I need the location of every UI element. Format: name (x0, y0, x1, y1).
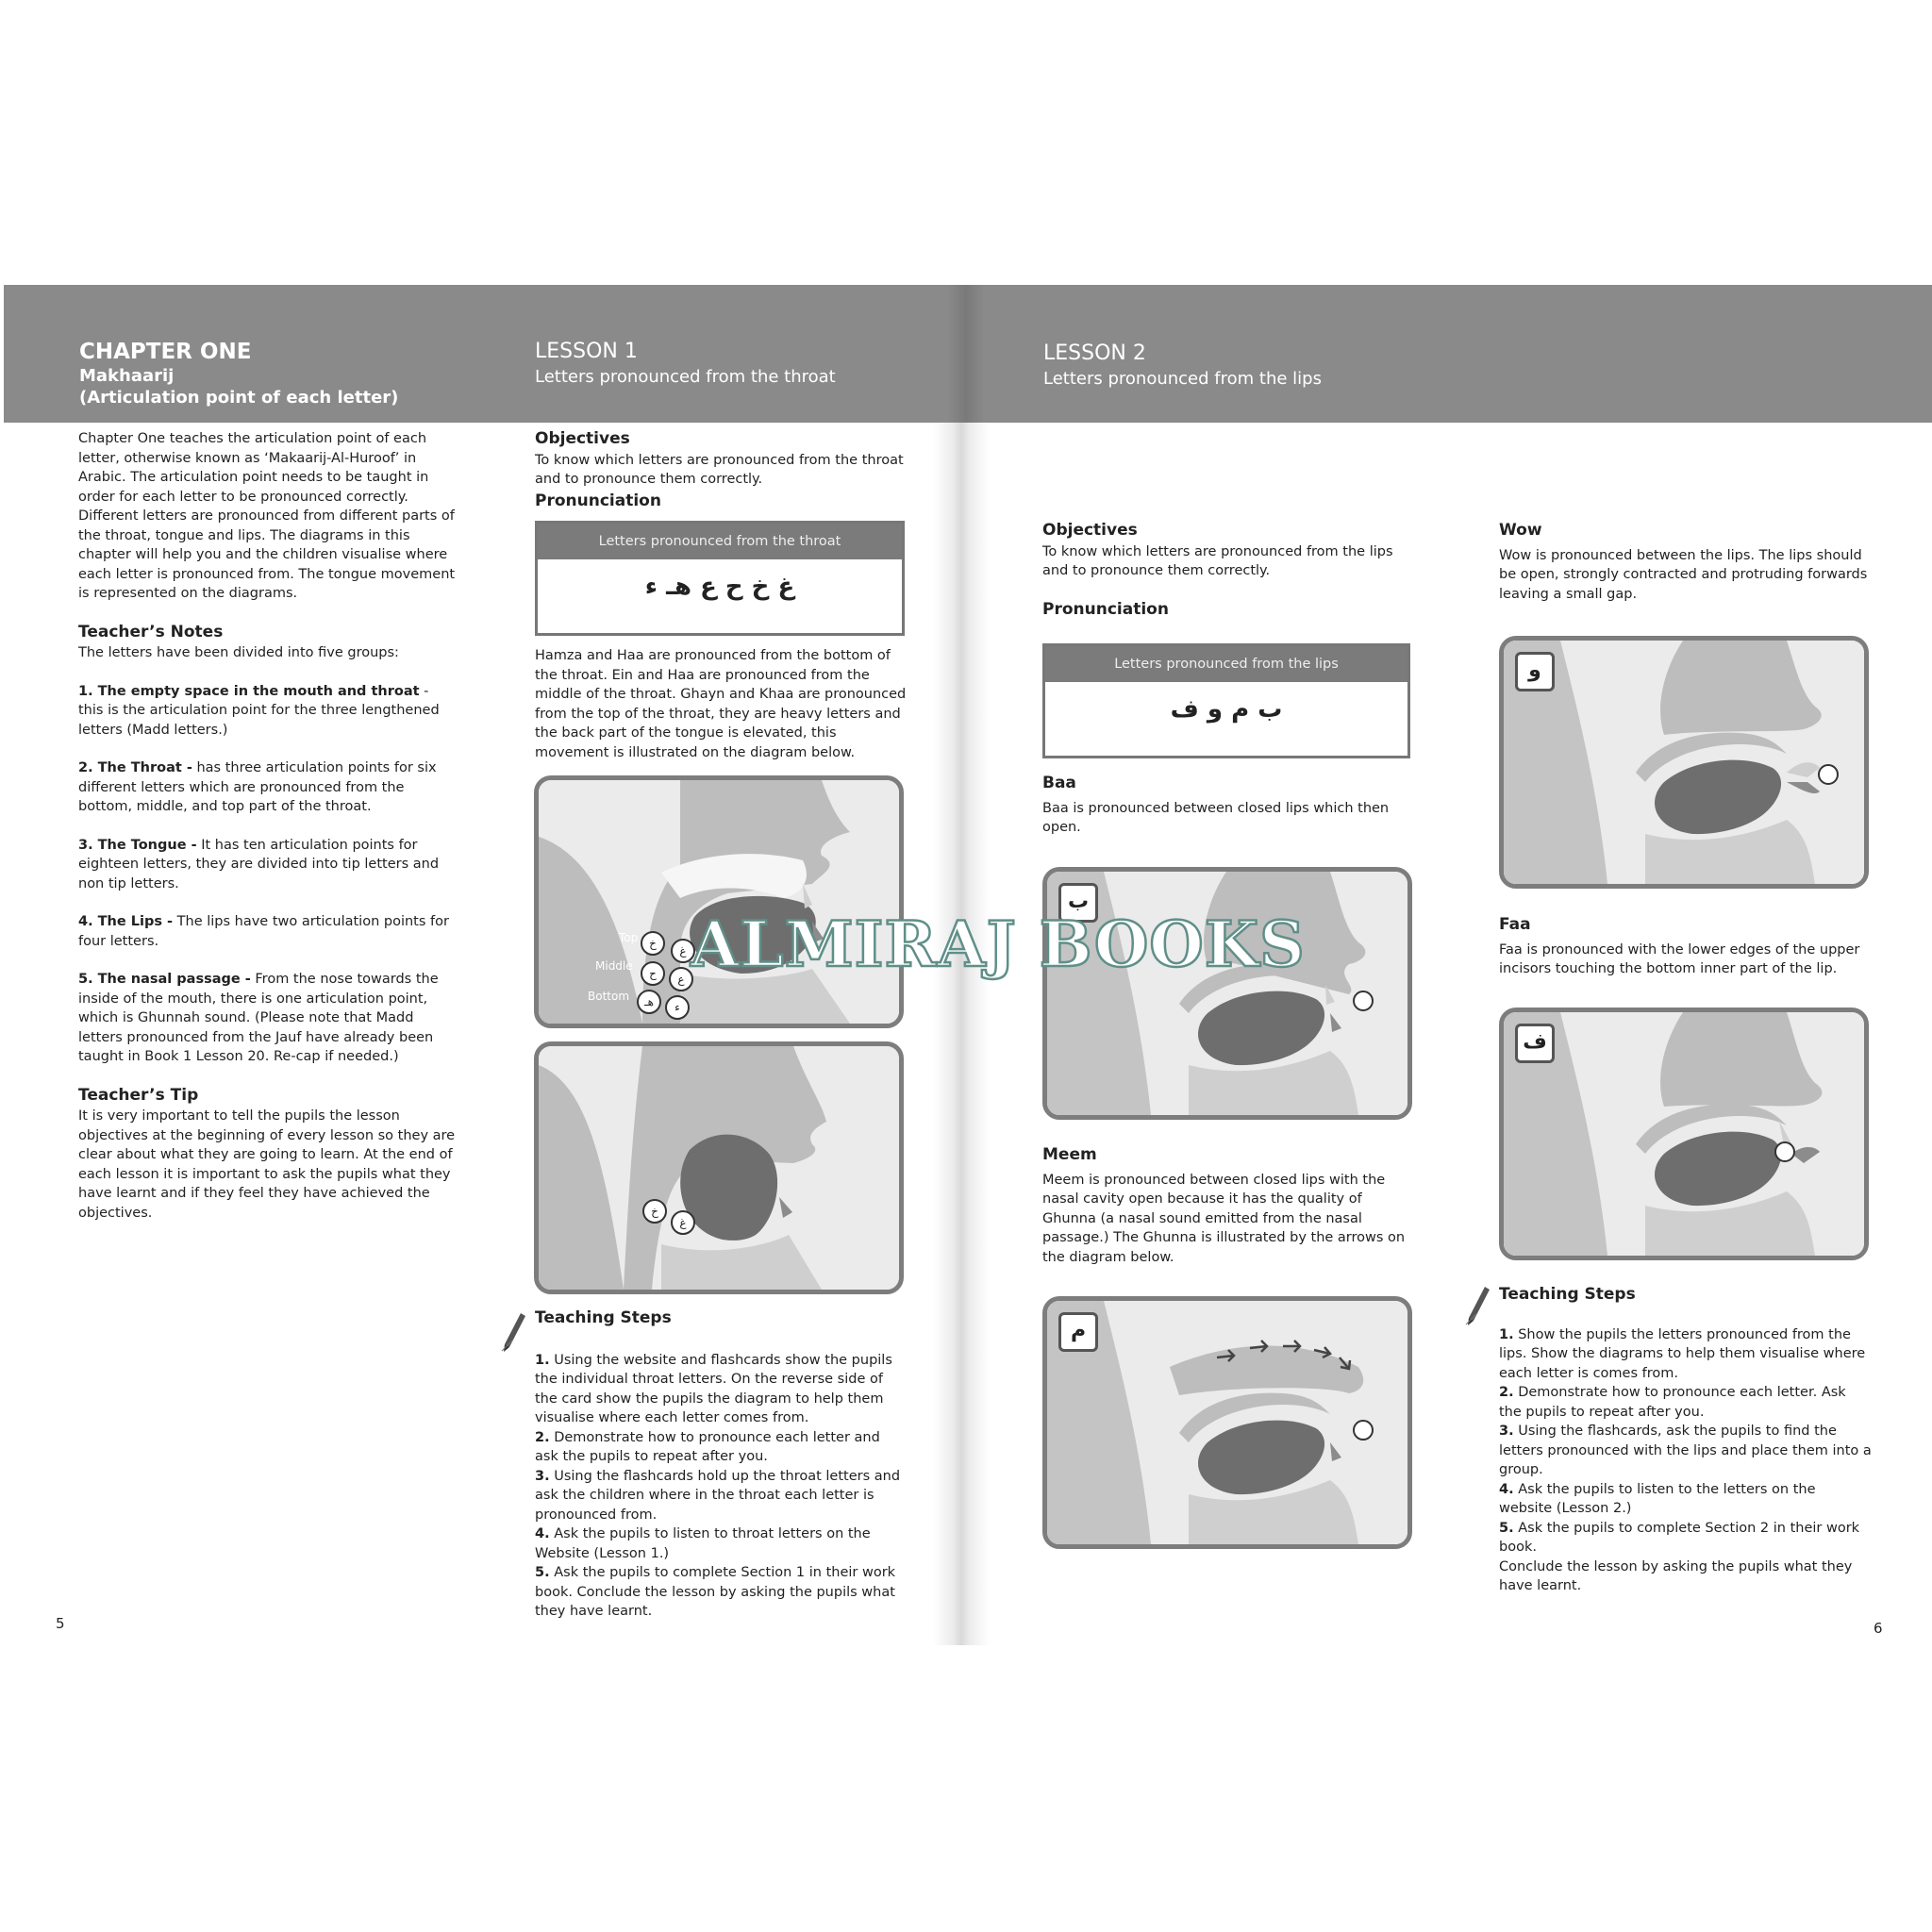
group-text: - this is the articulation point for the three lengthened letters (Madd letters.) (78, 683, 440, 738)
meem-section (1042, 1145, 1410, 1267)
lesson1-title: LESSON 1 (535, 340, 638, 363)
chapter-subtitle: Makhaarij (79, 366, 175, 386)
letter-haa-bottom-circle: هـ (637, 990, 661, 1014)
step-text: Using the flashcards, ask the pupils to find the letters pronounced with the lips and place them into a group. (1499, 1424, 1872, 1477)
lesson2-subtitle: Letters pronounced from the lips (1043, 369, 1322, 389)
chapter-title: CHAPTER ONE (79, 340, 252, 364)
throat-letters-caption: Letters pronounced from the throat (538, 524, 902, 559)
faa-title: Faa (1499, 915, 1531, 934)
group-lead: 3. The Tongue - (78, 837, 197, 853)
group-text: It has ten articulation points for eighteen letters, they are divided into tip letters and non tip letters. (78, 837, 440, 891)
group-text: From the nose towards the inside of the mouth, there is one articulation point, which is Ghunnah sound. (Please note that Madd letters pronounced from the Jauf have already been taught in Book 1 Lesson 20. Re-cap if needed.) (78, 972, 439, 1064)
lesson1-description-wrap (535, 646, 908, 762)
step-item (535, 1351, 908, 1428)
step-item (1499, 1480, 1872, 1519)
faa-diagram (1499, 1008, 1869, 1260)
gutter-shadow-top (947, 285, 985, 423)
step-number: 5. (535, 1565, 550, 1580)
step-item (535, 1467, 908, 1525)
chapter-header (79, 340, 398, 408)
lesson2-steps-title: Teaching Steps (1499, 1285, 1636, 1304)
throat-letters-box (535, 521, 905, 636)
group-lead: 1. The empty space in the mouth and throat (78, 683, 420, 699)
group-lead: 2. The Throat - (78, 760, 192, 775)
step-item (535, 1428, 908, 1467)
faa-diagram-art (1504, 1012, 1864, 1256)
wow-title: Wow (1499, 521, 1542, 540)
meem-diagram (1042, 1296, 1412, 1549)
group-lead: 4. The Lips - (78, 914, 174, 929)
step-number: 4. (535, 1526, 550, 1541)
group-item (78, 682, 456, 741)
step-number: 2. (535, 1429, 550, 1445)
meem-title: Meem (1042, 1145, 1097, 1164)
step-text: Ask the pupils to complete Section 2 in their work book. (1499, 1520, 1860, 1555)
lesson1-steps-title: Teaching Steps (535, 1308, 672, 1327)
group-item (78, 758, 456, 817)
letter-ghayn-circle-2: غ (671, 1210, 695, 1235)
lesson1-steps-list (535, 1351, 908, 1622)
step-item (1499, 1519, 1872, 1557)
lesson2-title: LESSON 2 (1043, 341, 1146, 365)
letter-hamza-circle: ء (665, 995, 690, 1020)
page-number-right: 6 (1874, 1620, 1883, 1637)
meem-text: Meem is pronounced between closed lips with the nasal cavity open because it has the quality of Ghunna (a nasal sound emitted from the nasal passage.) The Ghunna is illustrated by the arrows on the diagram below. (1042, 1172, 1406, 1265)
watermark: ALMIRAJ BOOKS (691, 908, 1306, 981)
step-text: Ask the pupils to listen to the letters on the website (Lesson 2.) (1499, 1481, 1816, 1516)
step-number: 1. (1499, 1326, 1514, 1342)
lesson1-pronunciation-title: Pronunciation (535, 491, 661, 510)
baa-title: Baa (1042, 774, 1076, 792)
step-item (535, 1524, 908, 1563)
lesson2-steps-list (1499, 1325, 1872, 1557)
step-number: 1. (535, 1352, 550, 1368)
lesson1-description: Hamza and Haa are pronounced from the bottom of the throat. Ein and Haa are pronounced from the middle of the throat. Ghayn and Khaa are pronounced from the top of the throat, they are heavy letters and the back part of the tongue is elevated, this movement is illustrated on the diagram below. (535, 648, 907, 760)
lesson2-steps (1499, 1285, 1872, 1596)
chapter-intro: Chapter One teaches the articulation point of each letter, otherwise known as ‘Makaarij-Al-Huroof’ in Arabic. The articulation point needs to be taught in order for each letter to be pronounced correctly. Different letters are pronounced from different parts of the throat, tongue and lips. The diagrams in this chapter will help you and the children visualise where each letter is pronounced from. The tongue movement is represented on the diagrams. (78, 431, 456, 601)
faa-section (1499, 915, 1872, 979)
step-item (1499, 1325, 1872, 1384)
lesson1-column (535, 429, 908, 512)
lips-letters-box (1042, 643, 1410, 758)
label-bottom: Bottom (588, 990, 630, 1003)
letter-khaa-circle-2: خ (642, 1199, 667, 1224)
chapter-subtitle-2: (Articulation point of each letter) (79, 388, 399, 408)
lesson2-header (1043, 341, 1322, 389)
lesson1-objectives-title: Objectives (535, 429, 630, 448)
wow-diagram (1499, 636, 1869, 889)
step-text: Using the website and flashcards show the pupils the individual throat letters. On the reverse side of the card show the pupils the diagram to help them visualise where each letter comes from. (535, 1352, 892, 1425)
baa-letter-tag: ب (1058, 883, 1098, 923)
throat-letters: غ خ ح ع هـ ء (644, 573, 795, 601)
lesson1-subtitle: Letters pronounced from the throat (535, 367, 836, 387)
baa-section (1042, 774, 1410, 838)
label-middle: Middle (595, 959, 633, 973)
step-text: Demonstrate how to pronounce each letter. Ask the pupils to repeat after you. (1499, 1385, 1846, 1420)
lesson2-conclusion: Conclude the lesson by asking the pupils what they have learnt. (1499, 1558, 1853, 1593)
step-item (535, 1563, 908, 1622)
group-item (78, 912, 456, 951)
step-number: 5. (1499, 1520, 1514, 1536)
lips-letters-caption: Letters pronounced from the lips (1045, 646, 1407, 682)
chapter-column (78, 429, 456, 1241)
lesson1-steps (535, 1308, 908, 1622)
step-text: Show the pupils the letters pronounced from the lips. Show the diagrams to help them visualise where each letter is comes from. (1499, 1326, 1866, 1381)
wow-text: Wow is pronounced between the lips. The lips should be open, strongly contracted and protruding forwards leaving a small gap. (1499, 547, 1868, 602)
step-number: 4. (1499, 1481, 1514, 1497)
letter-haa-circle: ح (641, 961, 665, 986)
gutter-shadow (933, 423, 990, 1645)
pencil-icon (1464, 1285, 1492, 1326)
meem-diagram-art (1047, 1301, 1407, 1544)
wow-section (1499, 521, 1872, 604)
step-item (1499, 1422, 1872, 1480)
step-number: 2. (1499, 1385, 1514, 1400)
groups-list (78, 682, 456, 1067)
faa-letter-tag: ف (1515, 1024, 1555, 1063)
step-number: 3. (1499, 1424, 1514, 1439)
label-top: Top (619, 931, 639, 944)
group-item (78, 970, 456, 1067)
letter-ghayn-circle: غ (671, 939, 695, 963)
throat-diagram-1-art (539, 780, 899, 1024)
step-text: Ask the pupils to complete Section 1 in their work book. Conclude the lesson by asking the pupils what they have learnt. (535, 1565, 896, 1619)
throat-diagram-2 (534, 1041, 904, 1294)
step-text: Using the flashcards hold up the throat letters and ask the children where in the throat each letter is pronounced from. (535, 1468, 901, 1523)
throat-diagram-2-art (539, 1046, 899, 1290)
lesson1-objectives-text: To know which letters are pronounced from the throat and to pronounce them correctly. (535, 452, 904, 487)
step-number: 3. (535, 1468, 550, 1484)
letter-ein-circle: ع (669, 967, 693, 991)
pencil-icon (500, 1311, 528, 1353)
letter-khaa-circle: خ (641, 931, 665, 956)
group-item (78, 836, 456, 894)
teachers-notes-intro: The letters have been divided into five groups: (78, 645, 399, 660)
teachers-tip-title: Teacher’s Tip (78, 1085, 199, 1105)
lesson1-header (535, 340, 836, 387)
wow-letter-tag: و (1515, 652, 1555, 691)
page-number-left: 5 (56, 1615, 65, 1632)
baa-text: Baa is pronounced between closed lips which then open. (1042, 800, 1390, 835)
baa-diagram (1042, 867, 1412, 1120)
lesson2-pronunciation-title: Pronunciation (1042, 599, 1169, 619)
meem-letter-tag: م (1058, 1312, 1098, 1352)
lesson2-objectives-title: Objectives (1042, 521, 1138, 540)
group-lead: 5. The nasal passage - (78, 972, 251, 987)
group-text: has three articulation points for six different letters which are pronounced from the bottom, middle, and top part of the throat. (78, 760, 437, 814)
lesson2-objectives-text: To know which letters are pronounced from the lips and to pronounce them correctly. (1042, 543, 1393, 578)
step-text: Ask the pupils to listen to throat letters on the Website (Lesson 1.) (535, 1526, 871, 1561)
wow-diagram-art (1504, 641, 1864, 884)
group-text: The lips have two articulation points for four letters. (78, 914, 449, 949)
teachers-tip-text: It is very important to tell the pupils the lesson objectives at the beginning of every lesson so they are clear about what they are going to learn. At the end of each lesson it is important to ask the pupils what they have learnt and if they feel they have achieved the objectives. (78, 1108, 456, 1221)
lesson2-column (1042, 521, 1410, 621)
throat-diagram-1 (534, 775, 904, 1028)
lips-letters: ب م و ف (1170, 695, 1283, 724)
teachers-notes-title: Teacher’s Notes (78, 622, 224, 641)
faa-text: Faa is pronounced with the lower edges of the upper incisors touching the bottom inner part of the lip. (1499, 941, 1860, 976)
step-item (1499, 1383, 1872, 1422)
step-text: Demonstrate how to pronounce each letter and ask the pupils to repeat after you. (535, 1429, 880, 1464)
